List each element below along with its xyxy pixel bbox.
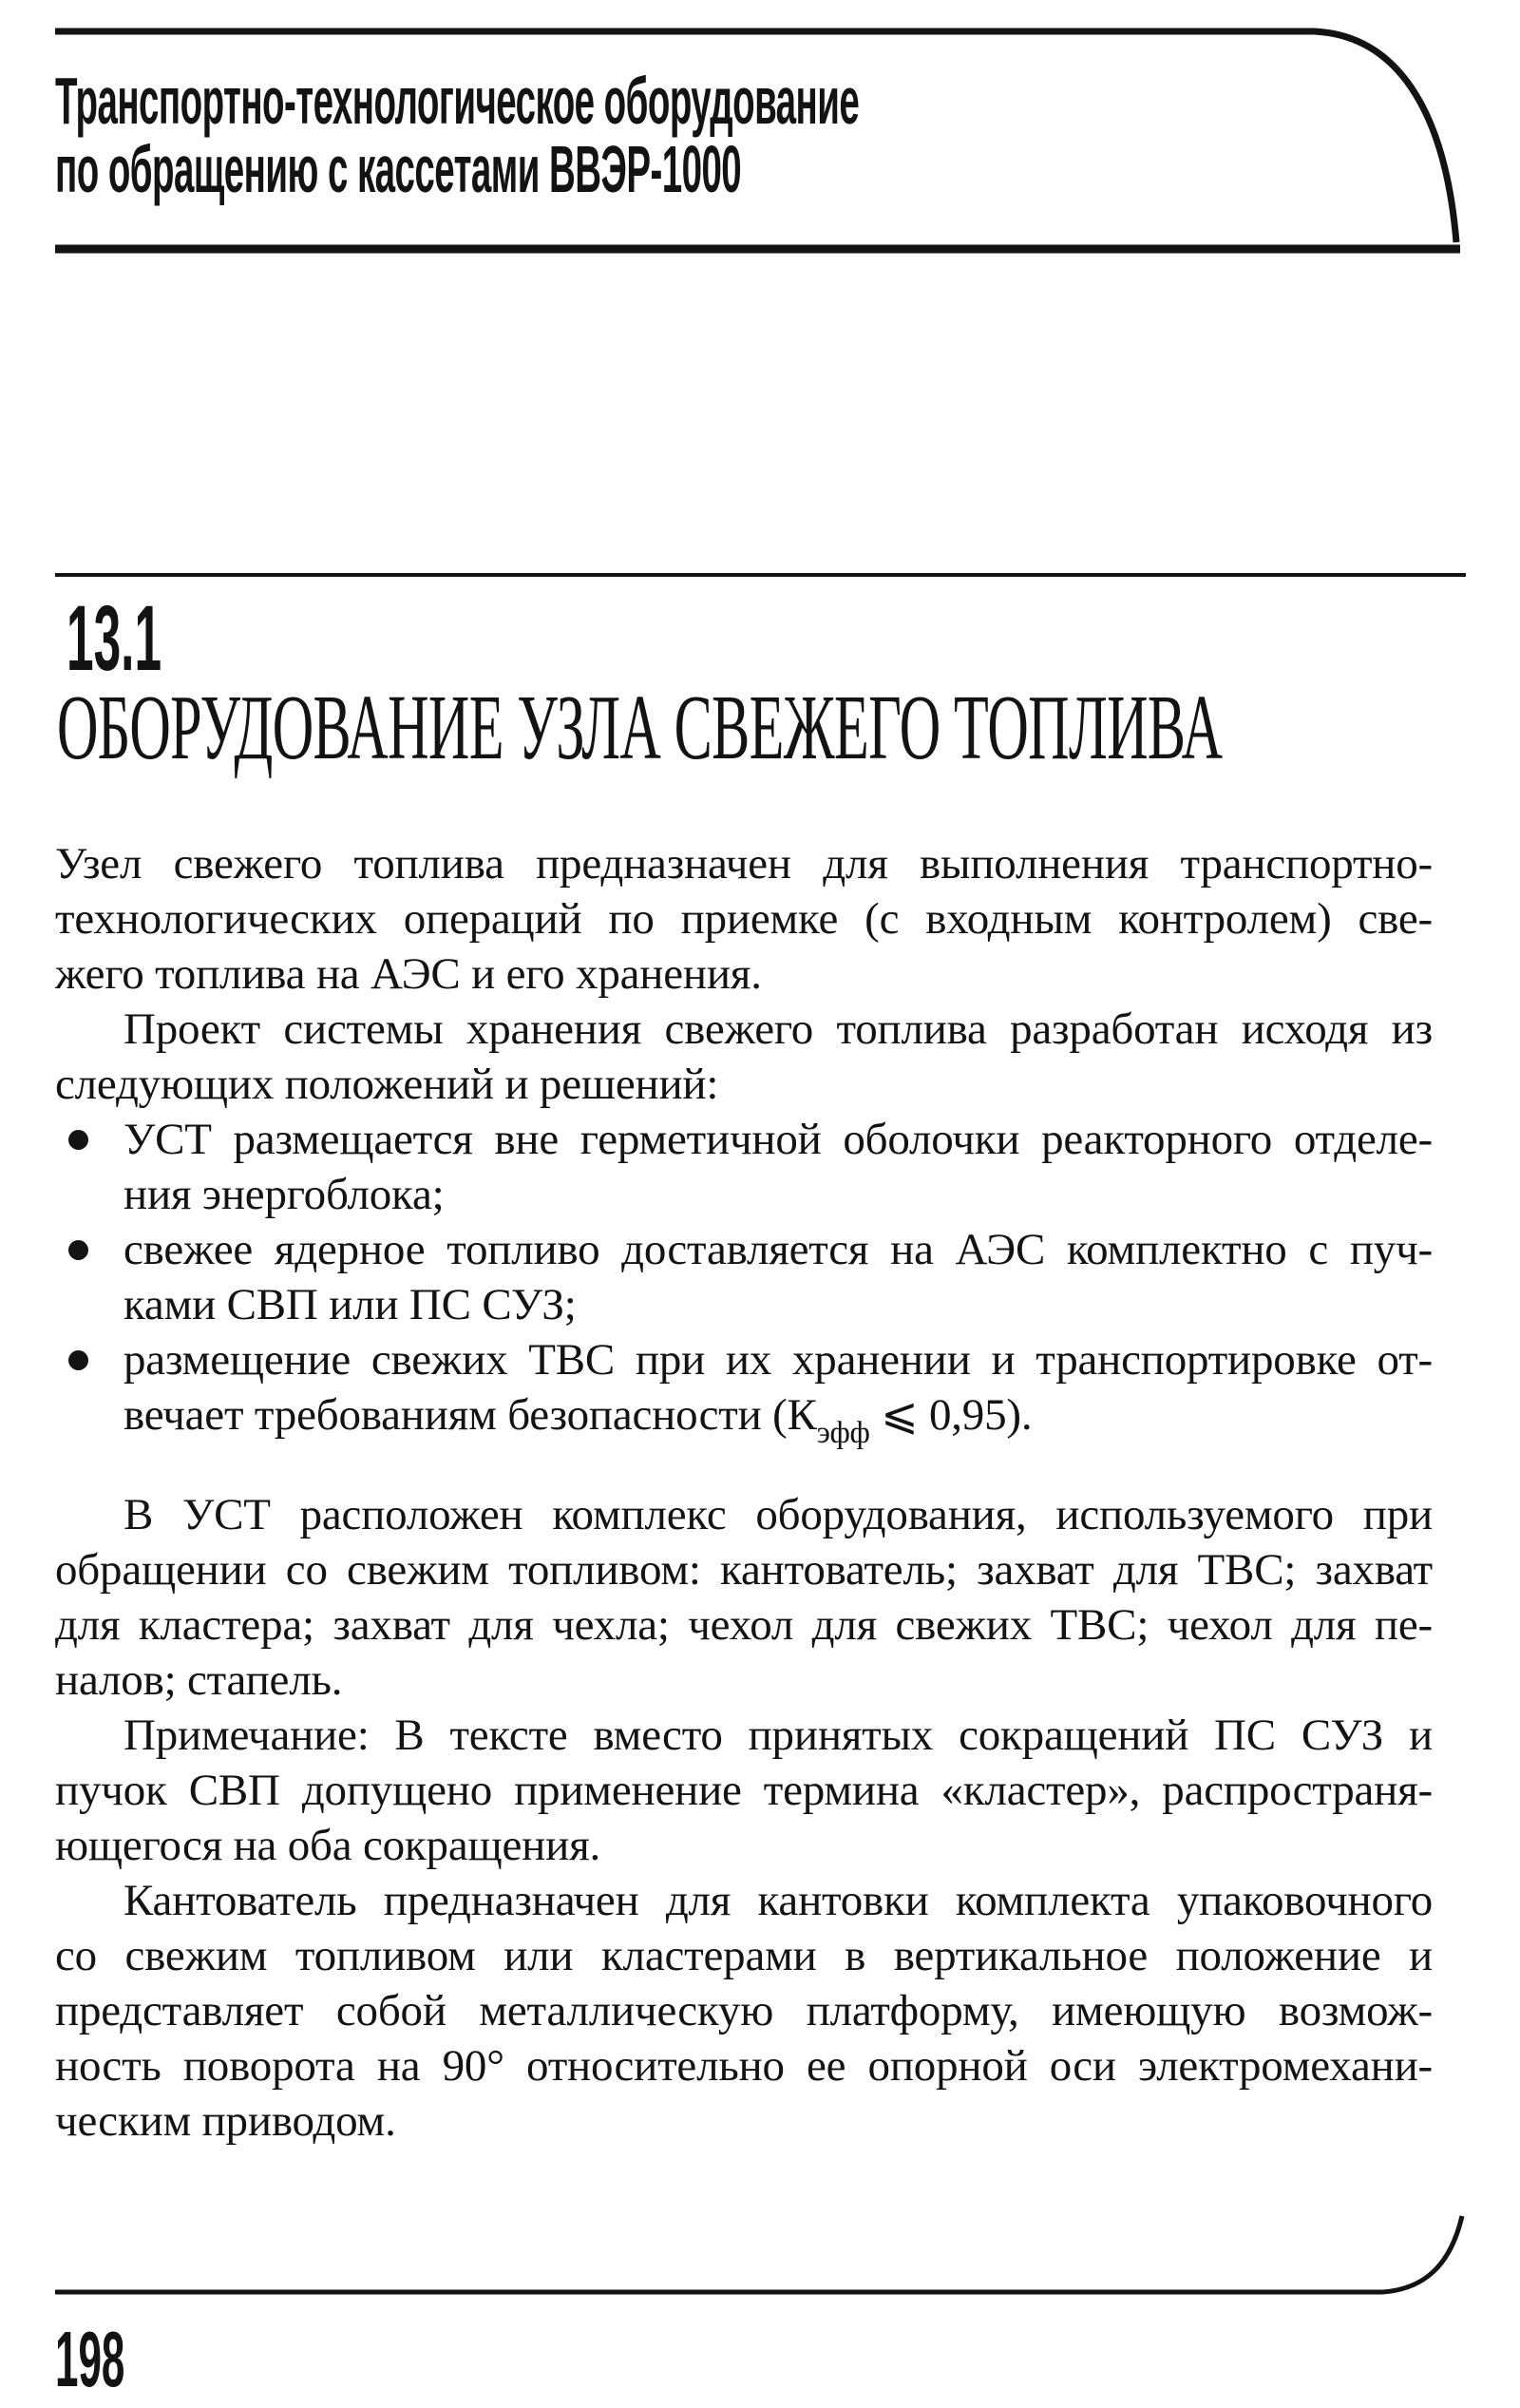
text-line: для кластера; захват для чехла; чехол для свежих ТВС; чехол для пе- [55,1600,1433,1650]
text-line: УСТ размещается вне герметичной оболочки реакторного отделе- [124,1115,1433,1164]
formula-pre: вечает требованиям безопасности (К [124,1390,817,1440]
text-line: ками СВП или ПС СУЗ; [124,1280,577,1329]
chapter-header-line2: по обращению с кассетами ВВЭР-1000 [55,132,742,206]
text-line: Кантователь предназначен для кантовки комплекта упаковочного [124,1876,1433,1925]
section-number: 13.1 [66,586,162,690]
chapter-header-line1: Транспортно-технологическое оборудование [55,64,860,138]
text-line: ность поворота на 90° относительно ее опорной оси электромехани- [55,2041,1433,2091]
body-text [55,836,1433,2149]
paragraph-note [55,1708,1433,1873]
text-line: пучок СВП допущено применение термина «кластер», распространя- [55,1766,1433,1815]
text-line: ющегося на оба сокращения. [55,1821,601,1870]
bullet-text [124,1112,1433,1222]
text-line: Проект системы хранения свежего топлива разработан исходя из [124,1004,1433,1054]
paragraph-project [55,1002,1433,1112]
text-line: технологических операций по приемке (с входным контролем) све- [55,894,1433,944]
text-line: жего топлива на АЭС и его хранения. [55,949,762,999]
chapter-header-title [55,64,860,206]
text-line: налов; стапель. [55,1655,343,1705]
text-line: размещение свежих ТВС при их хранении и транспортировке от- [124,1335,1433,1385]
bullet-item [55,1332,1433,1450]
formula-line [124,1387,1433,1450]
section-title: ОБОРУДОВАНИЕ УЗЛА СВЕЖЕГО ТОПЛИВА [57,677,1223,778]
paragraph-intro [55,836,1433,1002]
k-eff-subscript: эфф [816,1416,870,1450]
bullet-item [55,1222,1433,1332]
text-line: следующих положений и решений: [55,1060,719,1109]
bullet-item [55,1112,1433,1222]
text-line: ния энергоблока; [124,1170,445,1219]
text-line: представляет собой металлическую платформу, имеющую возмож- [55,1986,1433,2035]
text-line: Узел свежего топлива предназначен для выполнения транспортно- [55,839,1433,889]
section-divider-rule [55,573,1466,577]
text-line: со свежим топливом или кластерами в вертикальное положение и [55,1931,1433,1980]
bullet-list [55,1112,1433,1450]
text-line: обращении со свежим топливом: кантователь; захват для ТВС; захват [55,1545,1433,1595]
page-number: 198 [55,2315,125,2403]
text-line: Примечание: В тексте вместо принятых сокращений ПС СУЗ и [124,1710,1433,1760]
paragraph-tilter [55,1873,1433,2149]
text-line: В УСТ расположен комплекс оборудования, используемого при [124,1490,1433,1539]
formula-post: ⩽ 0,95). [869,1390,1033,1440]
paragraph-ust-complex [55,1487,1433,1708]
bullet-text [124,1332,1433,1387]
bullet-text [124,1222,1433,1332]
text-line: ческим приводом. [55,2096,396,2146]
bullet-dot-icon [68,1130,88,1150]
text-line: свежее ядерное топливо доставляется на АЭС комплектно с пуч- [124,1225,1433,1274]
bullet-dot-icon [68,1350,88,1370]
bullet-dot-icon [68,1240,88,1260]
